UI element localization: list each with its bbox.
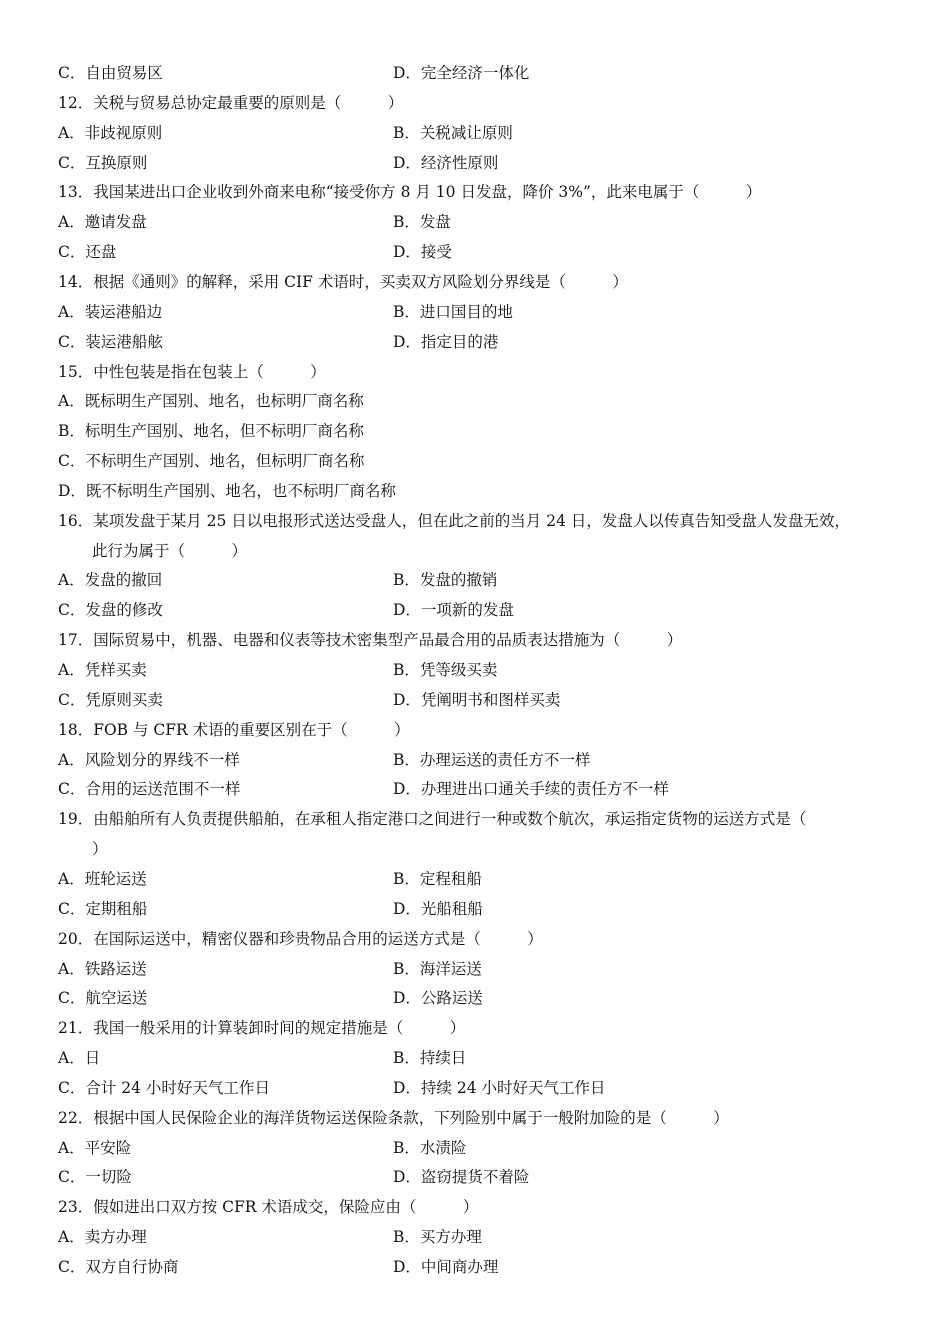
question-line: C．不标明生产国别、地名，但标明厂商名称 [58, 452, 365, 470]
option-left: A．平安险 [58, 1139, 132, 1157]
option-right: B．办理运送的责任方不一样 [393, 751, 591, 769]
question-line: 20．在国际运送中，精密仪器和珍贵物品合用的运送方式是（ ） [58, 930, 543, 948]
option-left: A．凭样买卖 [58, 661, 147, 679]
option-right: D．盗窃提货不着险 [393, 1168, 530, 1186]
option-right: D．经济性原则 [393, 154, 499, 172]
option-right: D．一项新的发盘 [393, 601, 514, 619]
option-right: D．凭阐明书和图样买卖 [393, 691, 561, 709]
option-left: C．还盘 [58, 243, 117, 261]
option-left: C．互换原则 [58, 154, 148, 172]
option-right: B．发盘的撤销 [393, 571, 498, 589]
option-left: A．风险划分的界线不一样 [58, 751, 240, 769]
option-right: D．中间商办理 [393, 1258, 499, 1276]
option-left: C．自由贸易区 [58, 64, 163, 82]
question-line: 16．某项发盘于某月 25 日以电报形式送达受盘人，但在此之前的当月 24 日，发盘人以传真告知受盘人发盘无效， [58, 512, 850, 530]
question-line: B．标明生产国别、地名，但不标明厂商名称 [58, 422, 364, 440]
question-line: 14．根据《通则》的解释，采用 CIF 术语时，买卖双方风险划分界线是（ ） [58, 273, 628, 291]
option-right: D．办理进出口通关手续的责任方不一样 [393, 780, 669, 798]
option-left: A．邀请发盘 [58, 213, 147, 231]
question-line: 23．假如进出口双方按 CFR 术语成交，保险应由（ ） [58, 1198, 479, 1216]
option-right: B．水渍险 [393, 1139, 467, 1157]
option-left: C．定期租船 [58, 900, 148, 918]
option-left: C．合用的运送范围不一样 [58, 780, 241, 798]
option-right: D．完全经济一体化 [393, 64, 530, 82]
question-line: 19．由船舶所有人负责提供船舶，在承租人指定港口之间进行一种或数个航次，承运指定货物的运送方式是（ [58, 810, 807, 828]
option-right: D．接受 [393, 243, 452, 261]
question-line: 21．我国一般采用的计算装卸时间的规定措施是（ ） [58, 1019, 466, 1037]
question-continuation: ） [92, 840, 108, 858]
option-left: C．双方自行协商 [58, 1258, 179, 1276]
option-right: D．持续 24 小时好天气工作日 [393, 1079, 606, 1097]
option-left: C．发盘的修改 [58, 601, 163, 619]
option-right: B．买方办理 [393, 1228, 482, 1246]
question-line: 12．关税与贸易总协定最重要的原则是（ ） [58, 94, 404, 112]
option-left: C．一切险 [58, 1168, 132, 1186]
option-left: A．班轮运送 [58, 870, 147, 888]
option-right: B．定程租船 [393, 870, 482, 888]
option-left: C．凭原则买卖 [58, 691, 163, 709]
option-right: B．持续日 [393, 1049, 467, 1067]
question-line: 15．中性包装是指在包装上（ ） [58, 363, 326, 381]
option-right: B．进口国目的地 [393, 303, 513, 321]
option-left: A．铁路运送 [58, 960, 147, 978]
question-line: D．既不标明生产国别、地名，也不标明厂商名称 [58, 482, 396, 500]
option-left: C．航空运送 [58, 989, 148, 1007]
option-left: A．卖方办理 [58, 1228, 147, 1246]
option-right: D．指定目的港 [393, 333, 499, 351]
option-right: B．发盘 [393, 213, 451, 231]
option-right: D．光船租船 [393, 900, 483, 918]
question-line: 13．我国某进出口企业收到外商来电称“接受你方 8 月 10 日发盘，降价 3%”，此来电属于（ ） [58, 183, 762, 201]
option-left: C．装运港船舷 [58, 333, 163, 351]
option-left: A．日 [58, 1049, 101, 1067]
option-left: A．非歧视原则 [58, 124, 163, 142]
question-continuation: 此行为属于（ ） [92, 542, 248, 560]
question-line: 17．国际贸易中，机器、电器和仪表等技术密集型产品最合用的品质表达措施为（ ） [58, 631, 683, 649]
question-line: A．既标明生产国别、地名，也标明厂商名称 [58, 392, 364, 410]
option-right: D．公路运送 [393, 989, 483, 1007]
question-line: 22．根据中国人民保险企业的海洋货物运送保险条款，下列险别中属于一般附加险的是（ ） [58, 1109, 729, 1127]
option-left: A．发盘的撤回 [58, 571, 163, 589]
option-left: C．合计 24 小时好天气工作日 [58, 1079, 270, 1097]
option-right: B．海洋运送 [393, 960, 482, 978]
option-left: A．装运港船边 [58, 303, 163, 321]
option-right: B．凭等级买卖 [393, 661, 498, 679]
question-line: 18．FOB 与 CFR 术语的重要区别在于（ ） [58, 721, 410, 739]
option-right: B．关税减让原则 [393, 124, 513, 142]
